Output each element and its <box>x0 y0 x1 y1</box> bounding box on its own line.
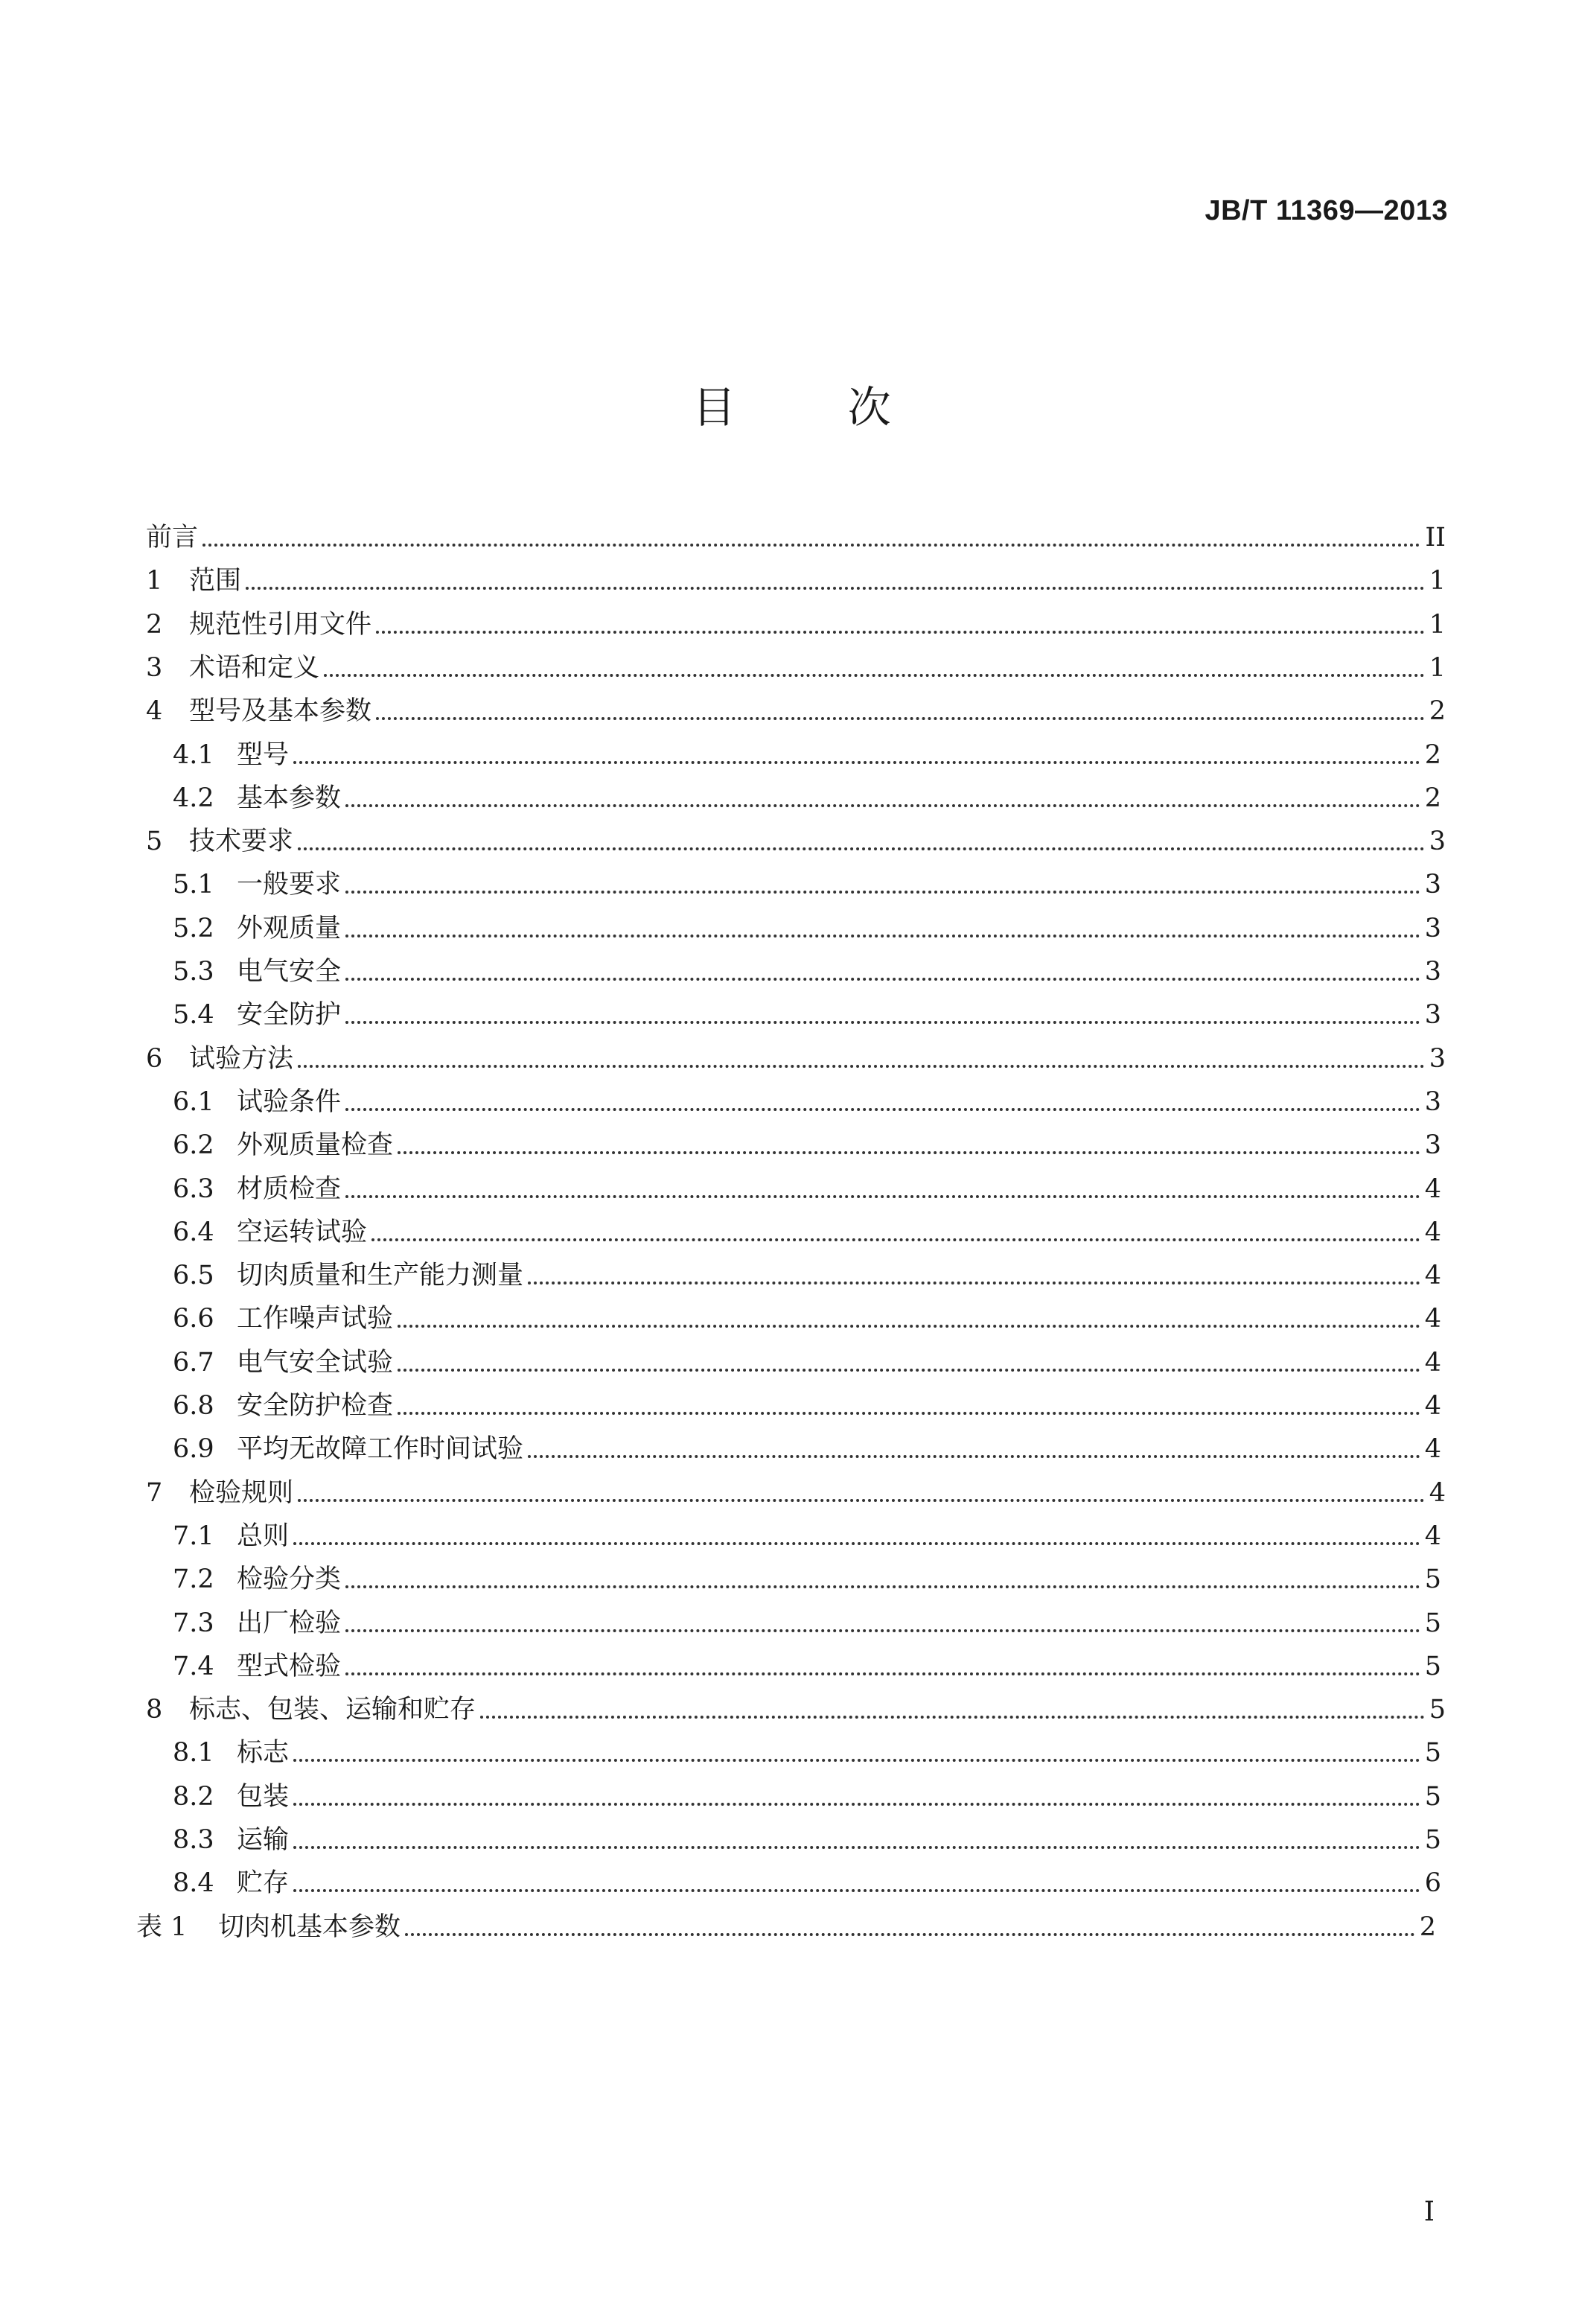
toc-dot-leader <box>345 934 1420 937</box>
toc-entry-page: 2 <box>1424 739 1441 770</box>
toc-entry-page: 4 <box>1424 1347 1441 1378</box>
toc-dot-leader <box>246 586 1425 590</box>
toc-entry-title: 切肉机基本参数 <box>218 1911 401 1942</box>
toc-entry-title: 外观质量检查 <box>237 1130 394 1161</box>
toc-entry-page: 5 <box>1424 1564 1441 1595</box>
toc-entry-title: 工作噪声试验 <box>237 1304 394 1334</box>
toc-entry-number: 2 <box>146 609 163 640</box>
toc-dot-leader <box>405 1932 1415 1936</box>
toc-entry[interactable] <box>146 1686 1446 1723</box>
toc-entry-page: 3 <box>1424 870 1441 900</box>
toc-dot-leader <box>293 1541 1420 1545</box>
toc-entry-title: 安全防护检查 <box>237 1391 394 1421</box>
toc-entry-number: 6.7 <box>173 1347 214 1378</box>
toc-dot-leader <box>293 1845 1420 1849</box>
toc-entry-number: 4.1 <box>173 739 214 770</box>
toc-entry[interactable] <box>173 905 1441 942</box>
toc-entry-page: 3 <box>1424 913 1441 943</box>
toc-entry-title: 术语和定义 <box>189 652 320 683</box>
page-title: 目 次 <box>692 382 940 433</box>
toc-entry[interactable] <box>173 1512 1441 1550</box>
toc-entry-page: 2 <box>1419 1911 1436 1942</box>
toc-entry-page: 4 <box>1424 1304 1441 1334</box>
toc-entry-number: 7.4 <box>173 1651 214 1681</box>
toc-entry-title: 材质检查 <box>237 1174 342 1204</box>
toc-entry-title: 总则 <box>237 1521 290 1551</box>
toc-entry[interactable] <box>173 731 1441 768</box>
toc-entry-number: 3 <box>146 652 163 683</box>
toc-entry[interactable] <box>173 861 1441 898</box>
toc-entry-number: 8.1 <box>173 1738 214 1769</box>
toc-dot-leader <box>345 1194 1420 1198</box>
toc-entry-page: 3 <box>1424 957 1441 987</box>
toc-entry-title: 技术要求 <box>189 827 294 857</box>
toc-dot-leader <box>293 1758 1420 1762</box>
toc-dot-leader <box>345 1020 1420 1024</box>
toc-dot-leader <box>345 1672 1420 1675</box>
toc-dot-leader <box>298 1064 1425 1068</box>
toc-entry[interactable] <box>146 1035 1446 1072</box>
toc-entry-number: 6.4 <box>173 1217 214 1247</box>
toc-dot-leader <box>298 1498 1425 1502</box>
toc-entry-number: 6 <box>146 1043 163 1074</box>
toc-entry-page: 1 <box>1429 652 1446 683</box>
toc-entry-number: 4 <box>146 696 163 727</box>
toc-entry-title: 型号 <box>237 739 290 770</box>
toc-dot-leader <box>293 760 1420 764</box>
toc-entry-title: 包装 <box>237 1781 290 1812</box>
toc-entry-page: 4 <box>1424 1174 1441 1204</box>
toc-dot-leader <box>480 1715 1425 1719</box>
toc-entry-number: 8.2 <box>173 1781 214 1812</box>
toc-entry-page: 3 <box>1429 1043 1446 1074</box>
toc-entry-number: 5.2 <box>173 913 214 943</box>
toc-dot-leader <box>371 1238 1420 1241</box>
toc-entry[interactable] <box>146 818 1446 855</box>
toc-entry-number: 6.3 <box>173 1174 214 1204</box>
toc-entry[interactable] <box>173 1643 1441 1680</box>
toc-entry[interactable] <box>146 557 1446 594</box>
toc-entry-number: 7.2 <box>173 1564 214 1595</box>
toc-entry[interactable] <box>173 1165 1441 1203</box>
toc-entry[interactable] <box>173 1209 1441 1246</box>
toc-entry-title: 切肉质量和生产能力测量 <box>237 1261 524 1291</box>
toc-entry[interactable] <box>173 1816 1441 1853</box>
toc-entry-page: II <box>1425 523 1446 553</box>
toc-entry-page: 5 <box>1424 1825 1441 1855</box>
toc-entry-title: 空运转试验 <box>237 1217 368 1247</box>
toc-dot-leader <box>528 1281 1420 1284</box>
toc-entry[interactable] <box>173 1339 1441 1376</box>
toc-entry[interactable] <box>173 774 1441 812</box>
toc-entry-page: 3 <box>1424 1130 1441 1161</box>
toc-entry[interactable] <box>146 644 1446 681</box>
toc-entry-number: 8 <box>146 1695 163 1725</box>
toc-entry-number: 7.1 <box>173 1521 214 1551</box>
toc-entry[interactable] <box>173 1425 1441 1465</box>
toc-entry-page: 4 <box>1424 1521 1441 1551</box>
toc-entry[interactable] <box>173 1773 1441 1810</box>
toc-dot-leader <box>345 1107 1420 1111</box>
toc-entry-number: 6.1 <box>173 1086 214 1117</box>
toc-entry-number: 6.2 <box>173 1130 214 1161</box>
toc-entry-title: 检验规则 <box>189 1477 294 1508</box>
toc-entry-number: 6.6 <box>173 1304 214 1334</box>
toc-entry-page: 3 <box>1424 1086 1441 1117</box>
toc-entry-title: 一般要求 <box>237 870 342 900</box>
toc-dot-leader <box>298 847 1425 850</box>
toc-entry-number: 4.2 <box>173 783 214 813</box>
toc-entry-page: 3 <box>1424 1000 1441 1031</box>
toc-entry-page: 4 <box>1429 1477 1446 1508</box>
toc-entry[interactable] <box>136 1903 1436 1941</box>
toc-entry-title: 型式检验 <box>237 1651 342 1681</box>
toc-entry-title: 试验条件 <box>237 1086 342 1117</box>
toc-dot-leader <box>202 543 1420 547</box>
toc-entry-number: 5.1 <box>173 870 214 900</box>
toc-entry-page: 5 <box>1424 1608 1441 1638</box>
toc-entry-title: 规范性引用文件 <box>189 609 372 640</box>
toc-entry-page: 4 <box>1424 1261 1441 1291</box>
toc-dot-leader <box>398 1324 1420 1328</box>
toc-entry-title: 范围 <box>189 566 242 596</box>
toc-dot-leader <box>345 1585 1420 1588</box>
toc-dot-leader <box>398 1150 1420 1154</box>
toc-entry-page: 2 <box>1424 783 1441 813</box>
toc-entry-number: 5.3 <box>173 957 214 987</box>
toc-entry-title: 运输 <box>237 1825 290 1855</box>
toc-entry[interactable] <box>173 1599 1441 1637</box>
toc-entry[interactable] <box>146 1469 1446 1506</box>
toc-entry[interactable] <box>173 1859 1441 1897</box>
toc-entry[interactable] <box>146 514 1446 551</box>
toc-dot-leader <box>345 977 1420 981</box>
toc-entry-title: 安全防护 <box>237 1000 342 1031</box>
toc-entry[interactable] <box>173 1382 1441 1419</box>
toc-entry-number: 1 <box>146 566 163 596</box>
toc-entry-number: 7 <box>146 1477 163 1508</box>
toc-entry-number: 5 <box>146 827 163 857</box>
toc-entry-title: 标志、包装、运输和贮存 <box>189 1695 476 1725</box>
toc-entry-title: 型号及基本参数 <box>189 696 372 727</box>
toc-dot-leader <box>398 1368 1420 1372</box>
toc-dot-leader <box>345 890 1420 894</box>
toc-entry-number: 6.5 <box>173 1261 214 1291</box>
toc-entry[interactable] <box>173 1556 1441 1593</box>
toc-entry-title: 贮存 <box>237 1868 290 1899</box>
toc-entry[interactable] <box>146 687 1446 725</box>
document-code: JB/T 11369—2013 <box>1205 195 1448 226</box>
toc-entry[interactable] <box>173 991 1441 1031</box>
toc-entry-title: 电气安全 <box>237 957 342 987</box>
toc-entry-title: 前言 <box>146 523 199 553</box>
toc-entry[interactable] <box>173 948 1441 985</box>
toc-entry-page: 4 <box>1424 1391 1441 1421</box>
toc-entry[interactable] <box>173 1078 1441 1115</box>
toc-entry-page: 1 <box>1429 566 1446 596</box>
toc-dot-leader <box>293 1888 1420 1892</box>
toc-entry-title: 检验分类 <box>237 1564 342 1595</box>
toc-entry-title: 试验方法 <box>189 1043 294 1074</box>
toc-entry-page: 3 <box>1429 827 1446 857</box>
toc-dot-leader <box>528 1454 1420 1458</box>
page-number: I <box>1423 2197 1435 2227</box>
toc-entry[interactable] <box>173 1295 1441 1332</box>
toc-dot-leader <box>376 716 1425 720</box>
toc-entry[interactable] <box>146 601 1446 638</box>
toc-entry-page: 5 <box>1424 1651 1441 1681</box>
toc-entry[interactable] <box>173 1729 1441 1769</box>
toc-entry-number: 7.3 <box>173 1608 214 1638</box>
toc-dot-leader <box>345 803 1420 807</box>
toc-entry-title: 标志 <box>237 1738 290 1769</box>
toc-entry-title: 外观质量 <box>237 913 342 943</box>
toc-entry-page: 4 <box>1424 1434 1441 1465</box>
toc-entry-page: 1 <box>1429 609 1446 640</box>
toc-entry-number: 8.4 <box>173 1868 214 1899</box>
toc-entry-page: 6 <box>1424 1868 1441 1899</box>
toc-entry-title: 基本参数 <box>237 783 342 813</box>
toc-dot-leader <box>376 630 1425 634</box>
toc-entry-page: 4 <box>1424 1217 1441 1247</box>
toc-entry-page: 5 <box>1429 1695 1446 1725</box>
toc-dot-leader <box>398 1411 1420 1415</box>
toc-dot-leader <box>293 1802 1420 1806</box>
toc-entry-title: 电气安全试验 <box>237 1347 394 1378</box>
toc-entry[interactable] <box>173 1252 1441 1289</box>
toc-entry-page: 5 <box>1424 1781 1441 1812</box>
toc-entry-number: 5.4 <box>173 1000 214 1031</box>
toc-entry-number: 8.3 <box>173 1825 214 1855</box>
toc-entry-page: 2 <box>1429 696 1446 727</box>
toc-entry-page: 5 <box>1424 1738 1441 1769</box>
toc-entry-title: 平均无故障工作时间试验 <box>237 1434 524 1465</box>
toc-dot-leader <box>324 673 1425 677</box>
toc-entry-number: 6.9 <box>173 1434 214 1465</box>
toc-entry-number: 表 1 <box>136 1911 188 1942</box>
toc-entry[interactable] <box>173 1121 1441 1159</box>
toc-entry-number: 6.8 <box>173 1391 214 1421</box>
toc-dot-leader <box>345 1629 1420 1632</box>
toc-entry-title: 出厂检验 <box>237 1608 342 1638</box>
